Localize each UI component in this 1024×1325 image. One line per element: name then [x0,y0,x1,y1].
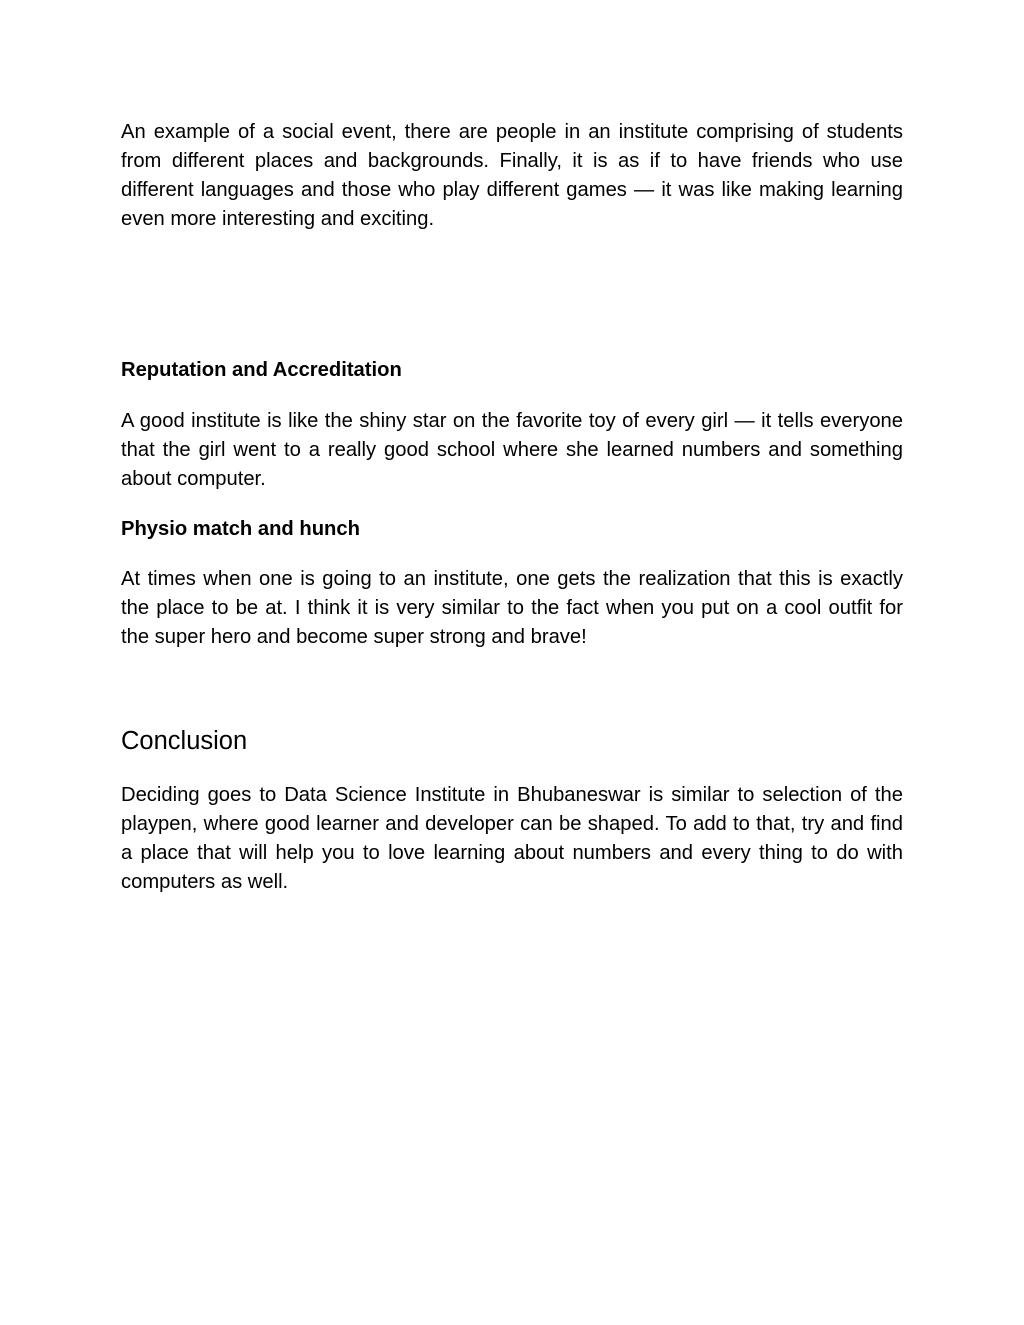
physio-match-paragraph: At times when one is going to an institute, one gets the realization that this is exactly the place to be at. I think it is very similar to the fact when you put on a cool outfit for the super hero and become super strong and brave! [121,568,903,648]
intro-paragraph: An example of a social event, there are people in an institute comprising of students from different places and backgrounds. Finally, it is as if to have friends who use different languages and those who play different games — it was like making learning even more interesting and exciting. [121,121,903,230]
conclusion-paragraph: Deciding goes to Data Science Institute in Bhubaneswar is similar to selection of the playpen, where good learner and developer can be shaped. To add to that, try and find a place that will help you to love learning about numbers and every thing to do with computers as well. [121,784,903,893]
conclusion-heading: Conclusion [121,727,248,755]
physio-match-heading: Physio match and hunch [121,518,360,540]
reputation-heading: Reputation and Accreditation [121,359,402,381]
document-page [121,0,903,1325]
reputation-paragraph: A good institute is like the shiny star on the favorite toy of every girl — it tells everyone that the girl went to a really good school where she learned numbers and something about computer. [121,410,903,490]
